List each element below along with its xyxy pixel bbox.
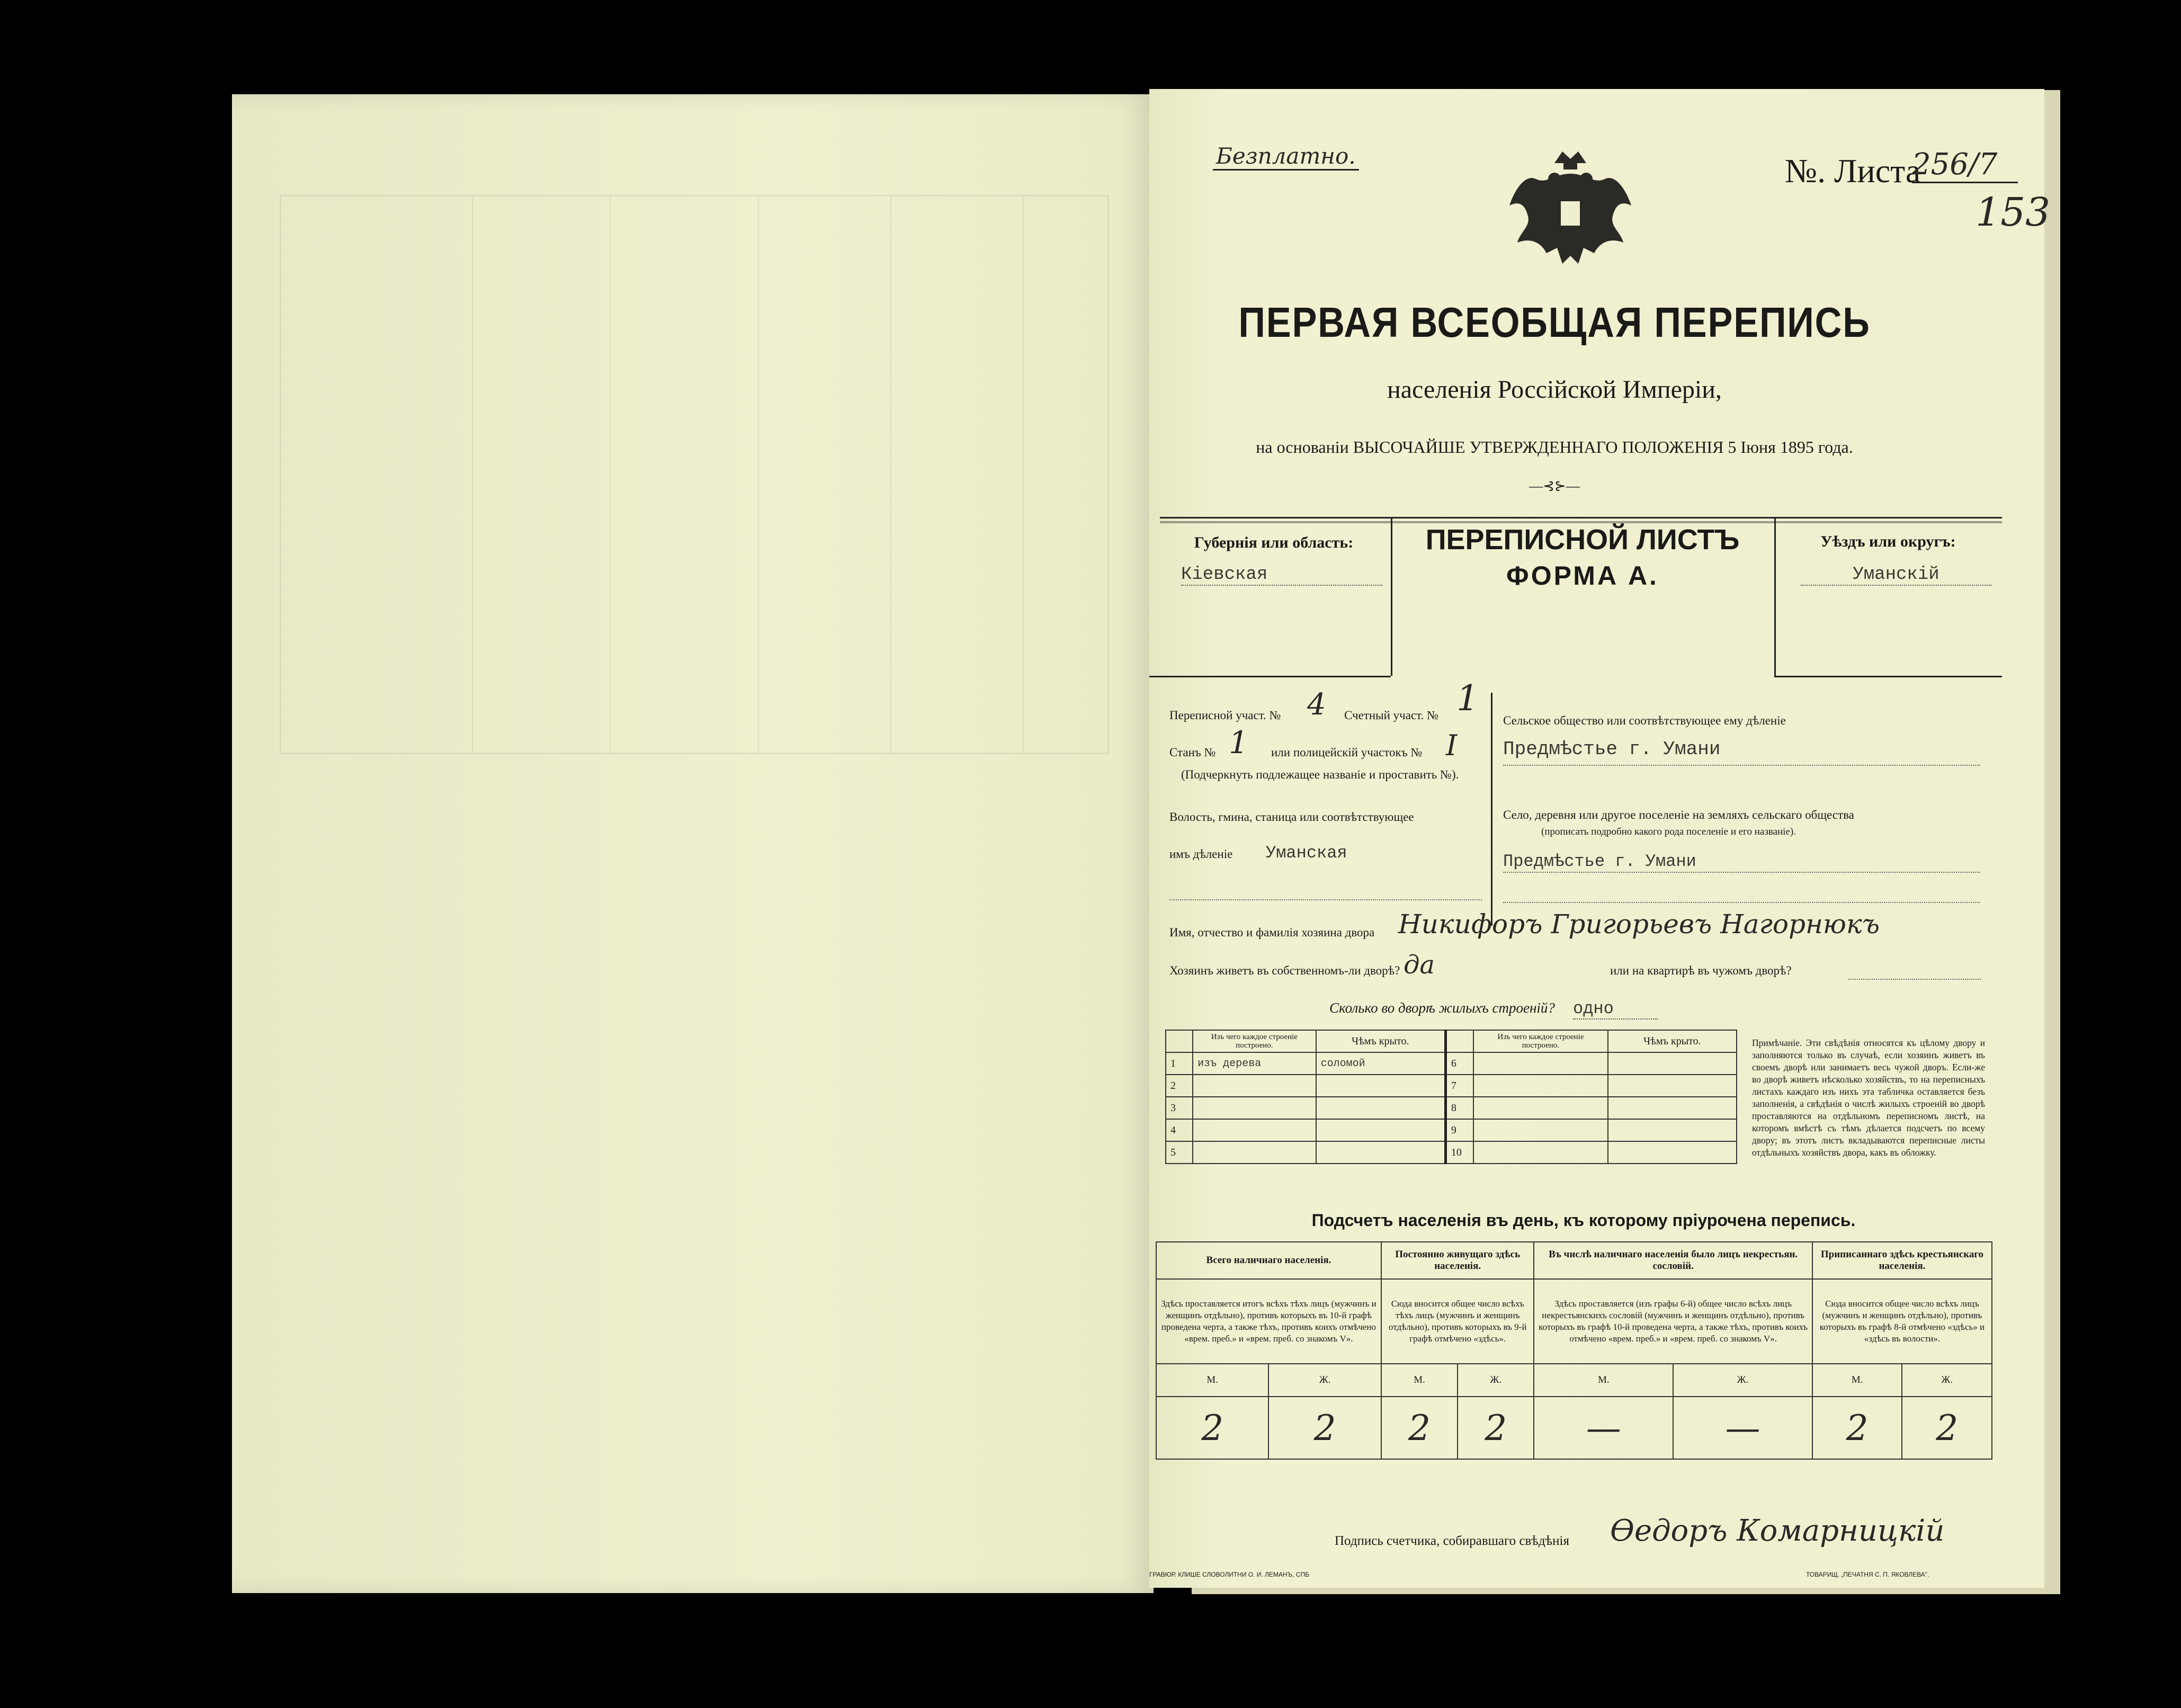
owner-value: Никифоръ Григорьевъ Нагорнюкъ	[1398, 909, 1880, 940]
free-label: Безплатно.	[1213, 143, 1359, 171]
community-label: Сельское общество или соотвѣтствующее ему дѣленіе	[1503, 714, 1786, 727]
footer-right: ТОВАРИЩ. „ПЕЧАТНЯ С. П. ЯКОВЛЕВА".	[1806, 1571, 1929, 1578]
form-title: ПЕРЕПИСНОЙ ЛИСТЪ	[1425, 524, 1740, 556]
own-yard-value: да	[1404, 950, 1435, 980]
population-count-table: Всего наличнаго населенія. Постоянно живущаго здѣсь населенія. Въ числѣ наличнаго населенія было лицъ некрестьян. сословій. Приписаннаго здѣсь крестьянскаго населенія. Здѣсь проставляется итогъ всѣхъ тѣхъ лицъ (мужчинъ и женщинъ отдѣльно), противъ которыхъ въ 10-й графѣ проведена черта, а также тѣхъ, противъ коихъ отмѣчено «врем. преб.» и «врем. преб. со знакомъ V». Сюда вносится общее число всѣхъ тѣхъ лицъ (мужчинъ и женщинъ отдѣльно), противъ которыхъ въ 9-й графѣ отмѣчено «здѣсь». Здѣсь проставляется (изъ графы 6-й) общее число всѣхъ лицъ некрестьянскихъ сословій (мужчинъ и женщинъ отдѣльно), противъ которыхъ въ графѣ 10-й проведена черта, а также тѣхъ, противъ коихъ отмѣчено «врем. преб.» и «врем. преб. со знакомъ V». Сюда вносится общее число всѣхъ лицъ (мужчинъ и женщинъ отдѣльно), противъ которыхъ въ графѣ 8-й отмѣчено «здѣсь» и «здѣсь въ волости». М. Ж. М. Ж. М. Ж. М. Ж. 2 2 2 2 — — 2 2	[1156, 1241, 1992, 1460]
bleed-through-ghost	[280, 195, 1109, 754]
police-label: или полицейскій участокъ №	[1271, 746, 1423, 759]
count-cell: —	[1534, 1397, 1673, 1459]
rent-label: или на квартирѣ въ чужомъ дворѣ?	[1610, 964, 1792, 977]
table-row: 5 10	[1166, 1141, 1737, 1164]
count-area-value: 1	[1456, 678, 1479, 719]
subtitle: населенія Россійской Имперіи,	[1387, 375, 1722, 404]
buildings-count-label: Сколько во дворѣ жилыхъ строеній?	[1329, 1000, 1555, 1016]
stan-value: 1	[1229, 725, 1248, 761]
signature-value: Ѳедоръ Комарницкій	[1610, 1514, 1945, 1548]
own-yard-label: Хозяинъ живетъ въ собственномъ-ли дворѣ?	[1169, 964, 1400, 977]
stamp-number: 153	[1976, 190, 2051, 235]
count-cell: 2	[1458, 1397, 1534, 1459]
count-cell: —	[1673, 1397, 1812, 1459]
village-note: (прописать подробно какого рода поселеніе и его названіе).	[1541, 826, 1796, 837]
buildings-note: Примѣчаніе. Эти свѣдѣнія относятся къ цѣлому двору и заполняются только въ случаѣ, если хозяинъ живетъ въ своемъ дворѣ или занимаетъ весь чужой дворъ. Если-же во дворѣ живетъ нѣсколько хозяйствъ, то на переписныхъ листахъ каждаго изъ нихъ эта табличка оставляется безъ заполненія, а свѣдѣнія о числѣ жилыхъ строеній во дворѣ проставляются на отдѣльномъ переписномъ листѣ, на которомъ вмѣстѣ съ тѣмъ дѣлается подсчетъ по всему двору; въ этотъ листъ вкладываются переписные листы отдѣльныхъ хозяйствъ двора, какъ въ обложку.	[1752, 1038, 1985, 1158]
stan-label: Станъ №	[1169, 746, 1216, 759]
volost-label-2: имъ дѣленіе	[1169, 847, 1233, 861]
census-area-value: 4	[1307, 687, 1326, 722]
form-letter: ФОРМА А.	[1506, 561, 1659, 591]
community-value: Предмѣстье г. Умани	[1503, 738, 1721, 760]
underline-note: (Подчеркнуть подлежащее названіе и проставить №).	[1181, 768, 1459, 781]
count-cell: 2	[1268, 1397, 1381, 1459]
district-label: Уѣздъ или округъ:	[1820, 533, 1956, 550]
volost-value: Уманская	[1266, 843, 1347, 863]
table-row: 2 7	[1166, 1075, 1737, 1097]
count-cell: 2	[1812, 1397, 1902, 1459]
census-area-label: Переписной участ. №	[1169, 709, 1281, 722]
signature-label: Подпись счетчика, собиравшаго свѣдѣнія	[1335, 1534, 1569, 1548]
buildings-table: Изъ чего каждое строеніе построено. Чѣмъ крыто. Изъ чего каждое строеніе построено. Чѣмъ крыто. 1 изъ дерева соломой 6 2 7 3 8 4 9 5 10	[1165, 1030, 1737, 1164]
sheet-number-label: №. Листа	[1785, 152, 1921, 190]
volost-label: Волость, гмина, станица или соотвѣтствующее	[1169, 810, 1414, 824]
province-value: Кіевская	[1181, 565, 1382, 586]
table-row: 1 изъ дерева соломой 6	[1166, 1052, 1737, 1075]
legal-basis: на основаніи ВЫСОЧАЙШЕ УТВЕРЖДЕННАГО ПОЛОЖЕНІЯ 5 Іюня 1895 года.	[1256, 437, 1853, 457]
census-form-page	[1149, 89, 2051, 1588]
buildings-count-value: одно	[1573, 999, 1658, 1020]
count-area-label: Счетный участ. №	[1344, 709, 1438, 722]
table-row: 3 8	[1166, 1097, 1737, 1119]
village-value: Предмѣстье г. Умани	[1503, 852, 1696, 871]
police-value: I	[1446, 729, 1458, 762]
owner-label: Имя, отчество и фамилія хозяина двора	[1169, 926, 1375, 939]
footer-left: ГРАВЮР. КЛИШЕ СЛОВОЛИТНИ О. И. ЛЕМАНЪ, СПБ	[1149, 1571, 1309, 1578]
count-title: Подсчетъ населенія въ день, къ которому пріурочена перепись.	[1311, 1211, 1856, 1230]
left-page	[232, 94, 1154, 1593]
sheet-number-value: 256/7	[1912, 147, 2018, 183]
main-title: ПЕРВАЯ ВСЕОБЩАЯ ПЕРЕПИСЬ	[1238, 299, 1871, 346]
village-label: Село, деревня или другое поселеніе на земляхъ сельскаго общества	[1503, 808, 1854, 821]
imperial-eagle-icon	[1504, 142, 1637, 280]
district-value: Уманскій	[1801, 565, 1991, 586]
table-row: 4 9	[1166, 1119, 1737, 1141]
count-cell: 2	[1156, 1397, 1268, 1459]
ornament-divider: —⊰⊱—	[1529, 478, 1580, 494]
count-cell: 2	[1381, 1397, 1458, 1459]
province-label: Губернія или область:	[1194, 534, 1354, 551]
count-cell: 2	[1902, 1397, 1992, 1459]
